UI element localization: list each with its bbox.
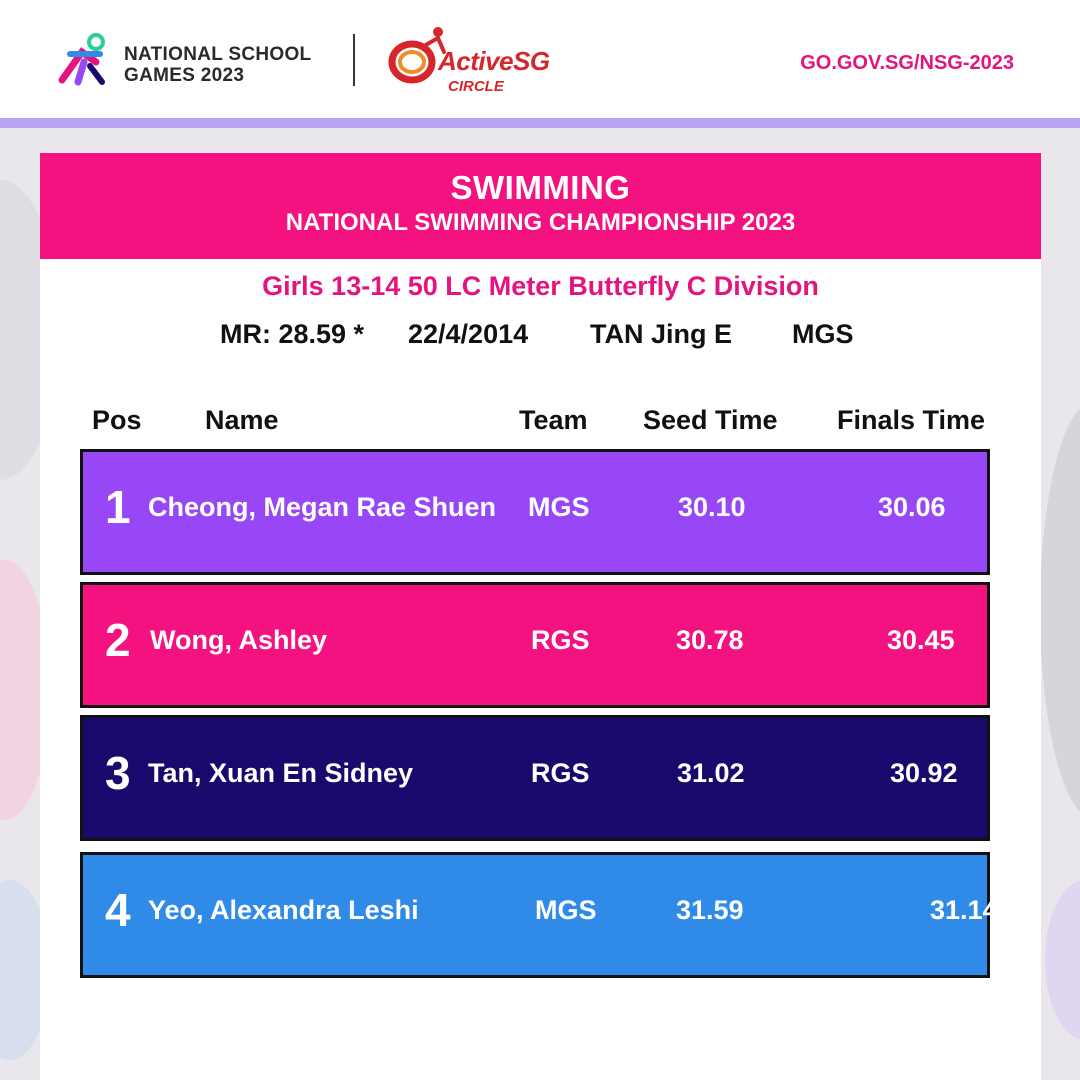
nsg-logo-icon bbox=[56, 32, 116, 86]
record-holder: TAN Jing E bbox=[590, 319, 733, 349]
event-banner bbox=[40, 153, 1041, 259]
results-panel bbox=[40, 153, 1041, 1080]
row-seed-time: 31.02 bbox=[677, 758, 745, 788]
row-seed-time: 30.78 bbox=[676, 625, 744, 655]
row-seed-time: 31.59 bbox=[676, 895, 744, 925]
top-bar bbox=[0, 0, 1080, 128]
row-seed-time: 30.10 bbox=[678, 492, 746, 522]
row-name: Tan, Xuan En Sidney bbox=[148, 758, 414, 788]
header-seed-time: Seed Time bbox=[643, 405, 778, 435]
row-name: Yeo, Alexandra Leshi bbox=[148, 895, 419, 925]
row-pos: 4 bbox=[105, 884, 131, 936]
event-title: NATIONAL SWIMMING CHAMPIONSHIP 2023 bbox=[285, 209, 796, 236]
row-pos: 1 bbox=[105, 481, 131, 533]
header-pos: Pos bbox=[92, 405, 142, 435]
brand-line2: GAMES 2023 bbox=[124, 65, 245, 86]
row-name: Cheong, Megan Rae Shuen bbox=[148, 492, 497, 522]
row-finals-time: 31.14 bbox=[930, 895, 998, 925]
row-team: RGS bbox=[531, 758, 590, 788]
meet-record bbox=[220, 319, 920, 353]
site-link[interactable]: GO.GOV.SG/NSG-2023 bbox=[800, 52, 1014, 74]
nsg-brand-text bbox=[124, 44, 311, 86]
row-name: Wong, Ashley bbox=[150, 625, 328, 655]
row-team: RGS bbox=[531, 625, 590, 655]
activesg-sub-text: CIRCLE bbox=[448, 78, 504, 95]
record-time: MR: 28.59 * bbox=[220, 319, 365, 349]
row-finals-time: 30.45 bbox=[887, 625, 955, 655]
header-finals-time: Finals Time bbox=[837, 405, 986, 435]
row-finals-time: 30.06 bbox=[878, 492, 946, 522]
header-team: Team bbox=[519, 405, 588, 435]
record-team: MGS bbox=[792, 319, 854, 349]
row-finals-time: 30.92 bbox=[890, 758, 958, 788]
table-row bbox=[80, 449, 990, 575]
row-pos: 2 bbox=[105, 614, 131, 666]
logo-divider bbox=[353, 34, 355, 86]
table-row bbox=[80, 715, 990, 841]
activesg-brand-text: ActiveSG bbox=[438, 46, 550, 76]
header-name: Name bbox=[205, 405, 279, 435]
race-title: Girls 13-14 50 LC Meter Butterfly C Division bbox=[262, 271, 819, 301]
table-row bbox=[80, 852, 998, 978]
sport-title: SWIMMING bbox=[450, 169, 631, 206]
row-team: MGS bbox=[528, 492, 590, 522]
table-row bbox=[80, 582, 990, 708]
row-team: MGS bbox=[535, 895, 597, 925]
record-date: 22/4/2014 bbox=[408, 319, 529, 349]
row-pos: 3 bbox=[105, 747, 131, 799]
brand-line1: NATIONAL SCHOOL bbox=[124, 44, 312, 65]
